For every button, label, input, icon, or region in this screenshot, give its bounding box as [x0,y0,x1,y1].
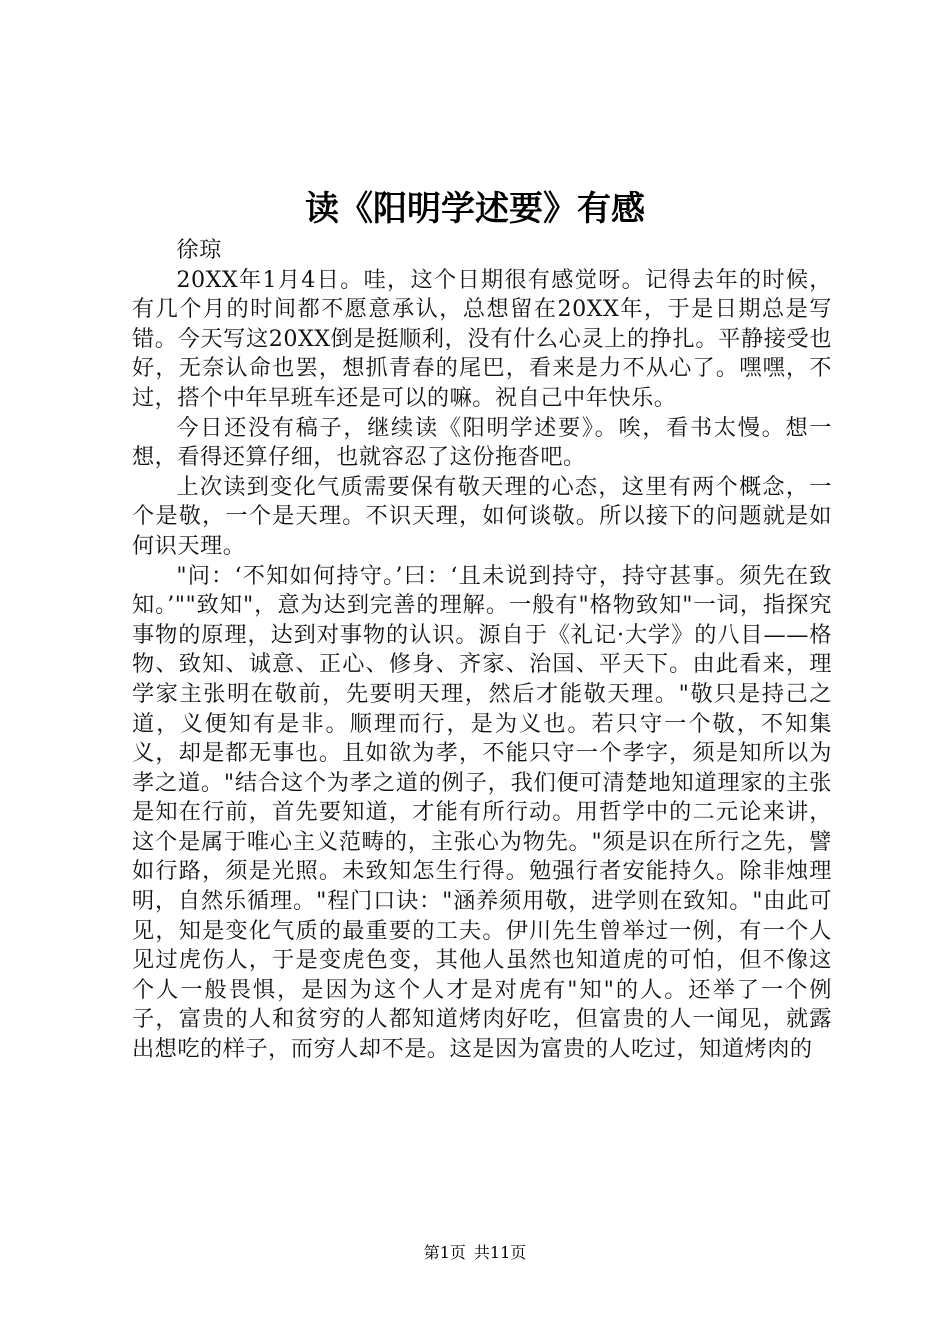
paragraph: 今日还没有稿子，继续读《阳明学述要》。唉，看书太慢。想一想，看得还算仔细，也就容忍了这份拖沓吧。 [132,414,832,471]
page-footer [0,1242,950,1264]
page-total: 共11页 [473,1243,527,1262]
paragraph: "问：‘不知如何持守。’曰：‘且未说到持守，持守甚事。须先在致知。’""致知"，意为达到完善的理解。一般有"格物致知"一词，指探究事物的原理，达到对事物的认识。源自于《礼记·大学》的八目——格物、致知、诚意、正心、修身、齐家、治国、平天下。由此看来，理学家主张明在敬前，先要明天理，然后才能敬天理。"敬只是持己之道，义便知有是非。顺理而行，是为义也。若只守一个敬，不知集义，却是都无事也。且如欲为孝，不能只守一个孝字，须是知所以为孝之道。"结合这个为孝之道的例子，我们便可清楚地知道理家的主张是知在行前，首先要知道，才能有所行动。用哲学中的二元论来讲，这个是属于唯心主义范畴的，主张心为物先。"须是识在所行之先，譬如行路，须是光照。未致知怎生行得。勉强行者安能持久。除非烛理明，自然乐循理。"程门口诀："涵养须用敬，进学则在致知。"由此可见，知是变化气质的最重要的工夫。伊川先生曾举过一例，有一个人见过虎伤人，于是变虎色变，其他人虽然也知道虎的可怕，但不像这个人一般畏惧，是因为这个人才是对虎有"知"的人。还举了一个例子，富贵的人和贫穷的人都知道烤肉好吃，但富贵的人一闻见，就露出想吃的样子，而穷人却不是。这是因为富贵的人吃过，知道烤肉的 [132,562,832,1063]
document-title: 读《阳明学述要》有感 [305,189,645,229]
paragraph: 20XX年1月4日。哇，这个日期很有感觉呀。记得去年的时候，有几个月的时间都不愿意承认，总想留在20XX年，于是日期总是写错。今天写这20XX倒是挺顺利，没有什么心灵上的挣扎。平静接受也好，无奈认命也罢，想抓青春的尾巴，看来是力不从心了。嘿嘿，不过，搭个中年早班车还是可以的嘛。祝自己中年快乐。 [132,266,832,411]
author-line: 徐琼 [176,237,222,263]
document-body [132,236,832,1065]
paragraph: 上次读到变化气质需要保有敬天理的心态，这里有两个概念，一个是敬，一个是天理。不识天理，如何谈敬。所以接下的问题就是如何识天理。 [132,473,832,559]
page-number: 第1页 [423,1243,466,1262]
